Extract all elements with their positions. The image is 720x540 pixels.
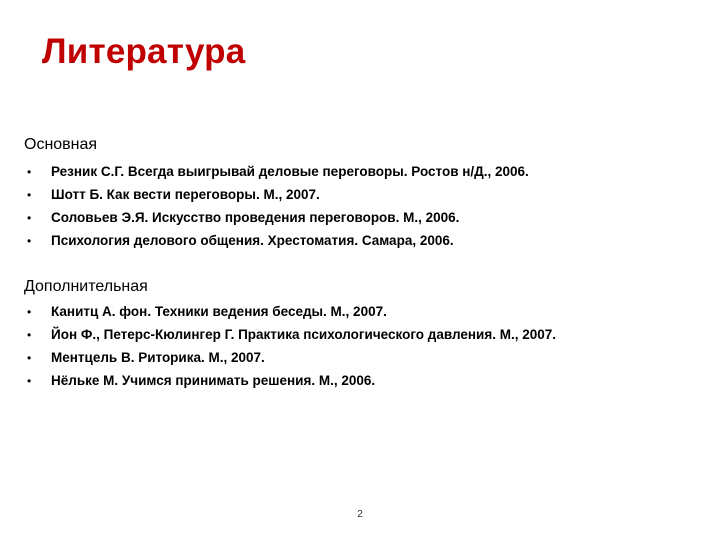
extra-reference-list (0, 303, 700, 395)
slide-title: Литература (42, 32, 246, 71)
reference-text: Ментцель В. Риторика. М., 2007. (51, 350, 265, 365)
reference-text: Шотт Б. Как вести переговоры. М., 2007. (51, 187, 320, 202)
main-section-heading: Основная (24, 136, 98, 153)
list-item (0, 232, 700, 255)
reference-text: Психология делового общения. Хрестоматия. Самара, 2006. (51, 233, 454, 248)
bullet-icon: • (27, 328, 32, 342)
reference-text: Соловьев Э.Я. Искусство проведения переговоров. М., 2006. (51, 210, 460, 225)
bullet-icon: • (27, 188, 32, 202)
list-item (0, 372, 700, 395)
extra-section-heading: Дополнительная (24, 278, 148, 295)
reference-text: Нёльке М. Учимся принимать решения. М., 2006. (51, 373, 376, 388)
bullet-icon: • (27, 351, 32, 365)
list-item (0, 326, 700, 349)
bullet-icon: • (27, 234, 32, 248)
page-number: 2 (357, 509, 363, 520)
bullet-icon: • (27, 305, 32, 319)
reference-text: Йон Ф., Петерс-Кюлингер Г. Практика психологического давления. М., 2007. (51, 327, 556, 342)
list-item (0, 349, 700, 372)
reference-text: Резник С.Г. Всегда выигрывай деловые переговоры. Ростов н/Д., 2006. (51, 164, 529, 179)
list-item (0, 209, 700, 232)
main-reference-list (0, 163, 700, 255)
list-item (0, 163, 700, 186)
list-item (0, 303, 700, 326)
reference-text: Канитц А. фон. Техники ведения беседы. М., 2007. (51, 304, 387, 319)
list-item (0, 186, 700, 209)
bullet-icon: • (27, 211, 32, 225)
bullet-icon: • (27, 374, 32, 388)
bullet-icon: • (27, 165, 32, 179)
